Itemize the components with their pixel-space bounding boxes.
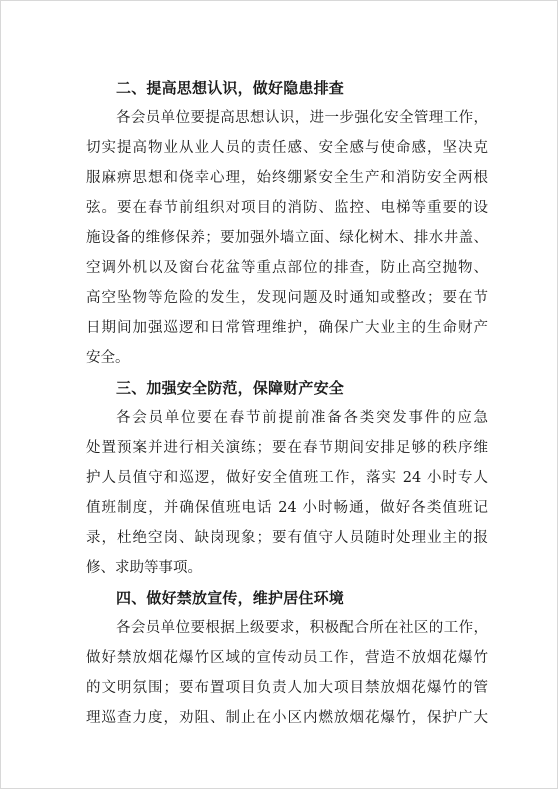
paragraph-line: 做好禁放烟花爆竹区域的宣传动员工作，营造不放烟花爆竹 — [86, 650, 488, 666]
paragraph-line: 空调外机以及窗台花盆等重点部位的排查，防止高空抛物、 — [86, 260, 488, 276]
paragraph-line: 修、求助等事项。 — [86, 560, 202, 576]
section-heading-3: 三、加强安全防范，保障财产安全 — [116, 379, 345, 397]
paragraph-line: 服麻痹思想和侥幸心理，始终绷紧安全生产和消防安全两根 — [86, 170, 488, 186]
section-heading-4: 四、做好禁放宣传，维护居住环境 — [116, 589, 345, 607]
paragraph-line: 各会员单位要提高思想认识，进一步强化安全管理工作， — [116, 110, 488, 126]
document-body — [86, 73, 488, 733]
section-heading-2: 二、提高思想认识，做好隐患排查 — [116, 79, 345, 97]
paragraph-line: 切实提高物业从业人员的责任感、安全感与使命感，坚决克 — [86, 140, 488, 156]
paragraph-line: 高空坠物等危险的发生，发现问题及时通知或整改；要在节 — [86, 290, 488, 306]
paragraph-line: 弦。要在春节前组织对项目的消防、监控、电梯等重要的设 — [86, 200, 488, 216]
paragraph-line: 录，杜绝空岗、缺岗现象；要有值守人员随时处理业主的报 — [86, 530, 488, 546]
paragraph-line: 的文明氛围；要布置项目负责人加大项目禁放烟花爆竹的管 — [86, 680, 488, 696]
paragraph-line: 理巡查力度，劝阻、制止在小区内燃放烟花爆竹，保护广大 — [86, 710, 488, 726]
paragraph-line: 护人员值守和巡逻，做好安全值班工作，落实 24 小时专人 — [86, 470, 488, 486]
section-paragraph-4 — [86, 613, 488, 733]
paragraph-line: 各会员单位要在春节前提前准备各类突发事件的应急 — [116, 410, 488, 426]
paragraph-line: 安全。 — [86, 350, 130, 366]
section-paragraph-3 — [86, 403, 488, 583]
paragraph-line: 日期间加强巡逻和日常管理维护，确保广大业主的生命财产 — [86, 320, 488, 336]
paragraph-line: 值班制度，并确保值班电话 24 小时畅通，做好各类值班记 — [86, 500, 488, 516]
section-paragraph-2 — [86, 103, 488, 373]
paragraph-line: 处置预案并进行相关演练；要在春节期间安排足够的秩序维 — [86, 440, 488, 456]
paragraph-line: 施设备的维修保养；要加强外墙立面、绿化树木、排水井盖、 — [86, 230, 488, 246]
paragraph-line: 各会员单位要根据上级要求，积极配合所在社区的工作， — [116, 620, 488, 636]
